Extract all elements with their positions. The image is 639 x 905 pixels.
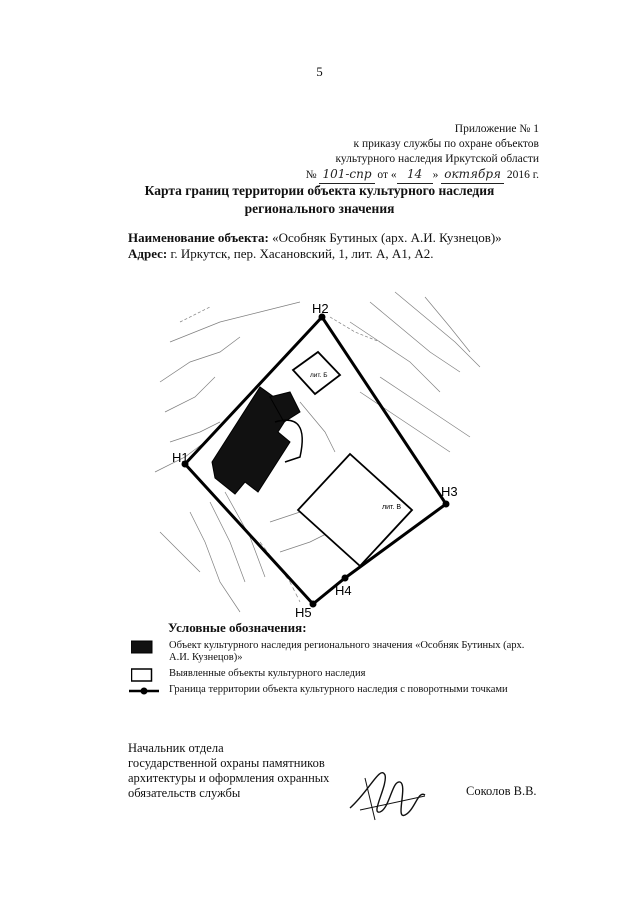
- signature-line-2: государственной охраны памятников: [128, 756, 325, 770]
- appendix-line-1: Приложение № 1: [454, 123, 539, 135]
- lit-b-label: лит. Б: [310, 372, 328, 379]
- lit-v-label: лит. В: [382, 504, 401, 511]
- point-h4: [342, 575, 349, 582]
- page-number: 5: [316, 64, 323, 79]
- signature-line-4: обязательств службы: [128, 786, 241, 800]
- signatory-name: Соколов В.В.: [466, 784, 537, 798]
- object-address-line: [128, 246, 548, 262]
- order-number: 101-спр: [322, 167, 372, 181]
- title-line-2: регионального значения: [244, 201, 395, 216]
- appendix-line-2: к приказу службы по охране объектов: [353, 138, 539, 150]
- legend-item-heritage: [126, 640, 546, 664]
- order-number-prefix: №: [305, 169, 317, 181]
- legend-item-identified-label: Выявленные объекты культурного наследия: [169, 668, 366, 679]
- legend-item-identified: [126, 668, 546, 680]
- object-info: [128, 230, 548, 262]
- heritage-swatch-icon: [131, 640, 153, 654]
- object-name-line: [128, 230, 548, 246]
- object-address-label: Адрес:: [128, 246, 168, 261]
- object-name-value: «Особняк Бутиных (арх. А.И. Кузнецов)»: [272, 230, 502, 245]
- order-day: 14: [407, 167, 423, 181]
- map-background-lines: [155, 292, 480, 612]
- label-h1: Н1: [172, 450, 189, 465]
- point-h3: [443, 501, 450, 508]
- handwritten-signature: [330, 760, 440, 830]
- signature-line-1: Начальник отдела: [128, 741, 224, 755]
- legend-item-boundary-label: Граница территории объекта культурного наследия с поворотными точками: [169, 684, 508, 695]
- signature-block: [128, 741, 329, 801]
- label-h3: Н3: [441, 484, 458, 499]
- order-date-mid: »: [432, 169, 439, 181]
- object-address-value: г. Иркутск, пер. Хасановский, 1, лит. А, А1, А2.: [170, 246, 434, 261]
- signature-line-3: архитектуры и оформления охранных: [128, 771, 330, 785]
- label-h4: Н4: [335, 583, 352, 598]
- heritage-building: [212, 387, 300, 494]
- label-h5: Н5: [295, 605, 312, 620]
- title-line-1: Карта границ территории объекта культурного наследия: [144, 183, 495, 198]
- legend: [126, 620, 546, 696]
- legend-item-boundary: [126, 684, 546, 696]
- boundary-map: [150, 282, 490, 622]
- legend-title: Условные обозначения:: [168, 620, 307, 635]
- document-title: [0, 182, 639, 218]
- legend-item-heritage-label: Объект культурного наследия регионального значения «Особняк Бутиных (арх. А.И. Кузнецов)»: [169, 640, 525, 663]
- label-h2: Н2: [312, 301, 329, 316]
- appendix-line-3: культурного наследия Иркутской области: [335, 153, 539, 165]
- order-date-prefix: от «: [377, 169, 397, 181]
- boundary-line-icon: [129, 684, 159, 698]
- order-year: 2016 г.: [506, 169, 539, 181]
- appendix-header: [306, 122, 539, 184]
- order-month: октября: [444, 167, 501, 181]
- object-name-label: Наименование объекта:: [128, 230, 269, 245]
- identified-swatch-icon: [131, 668, 153, 682]
